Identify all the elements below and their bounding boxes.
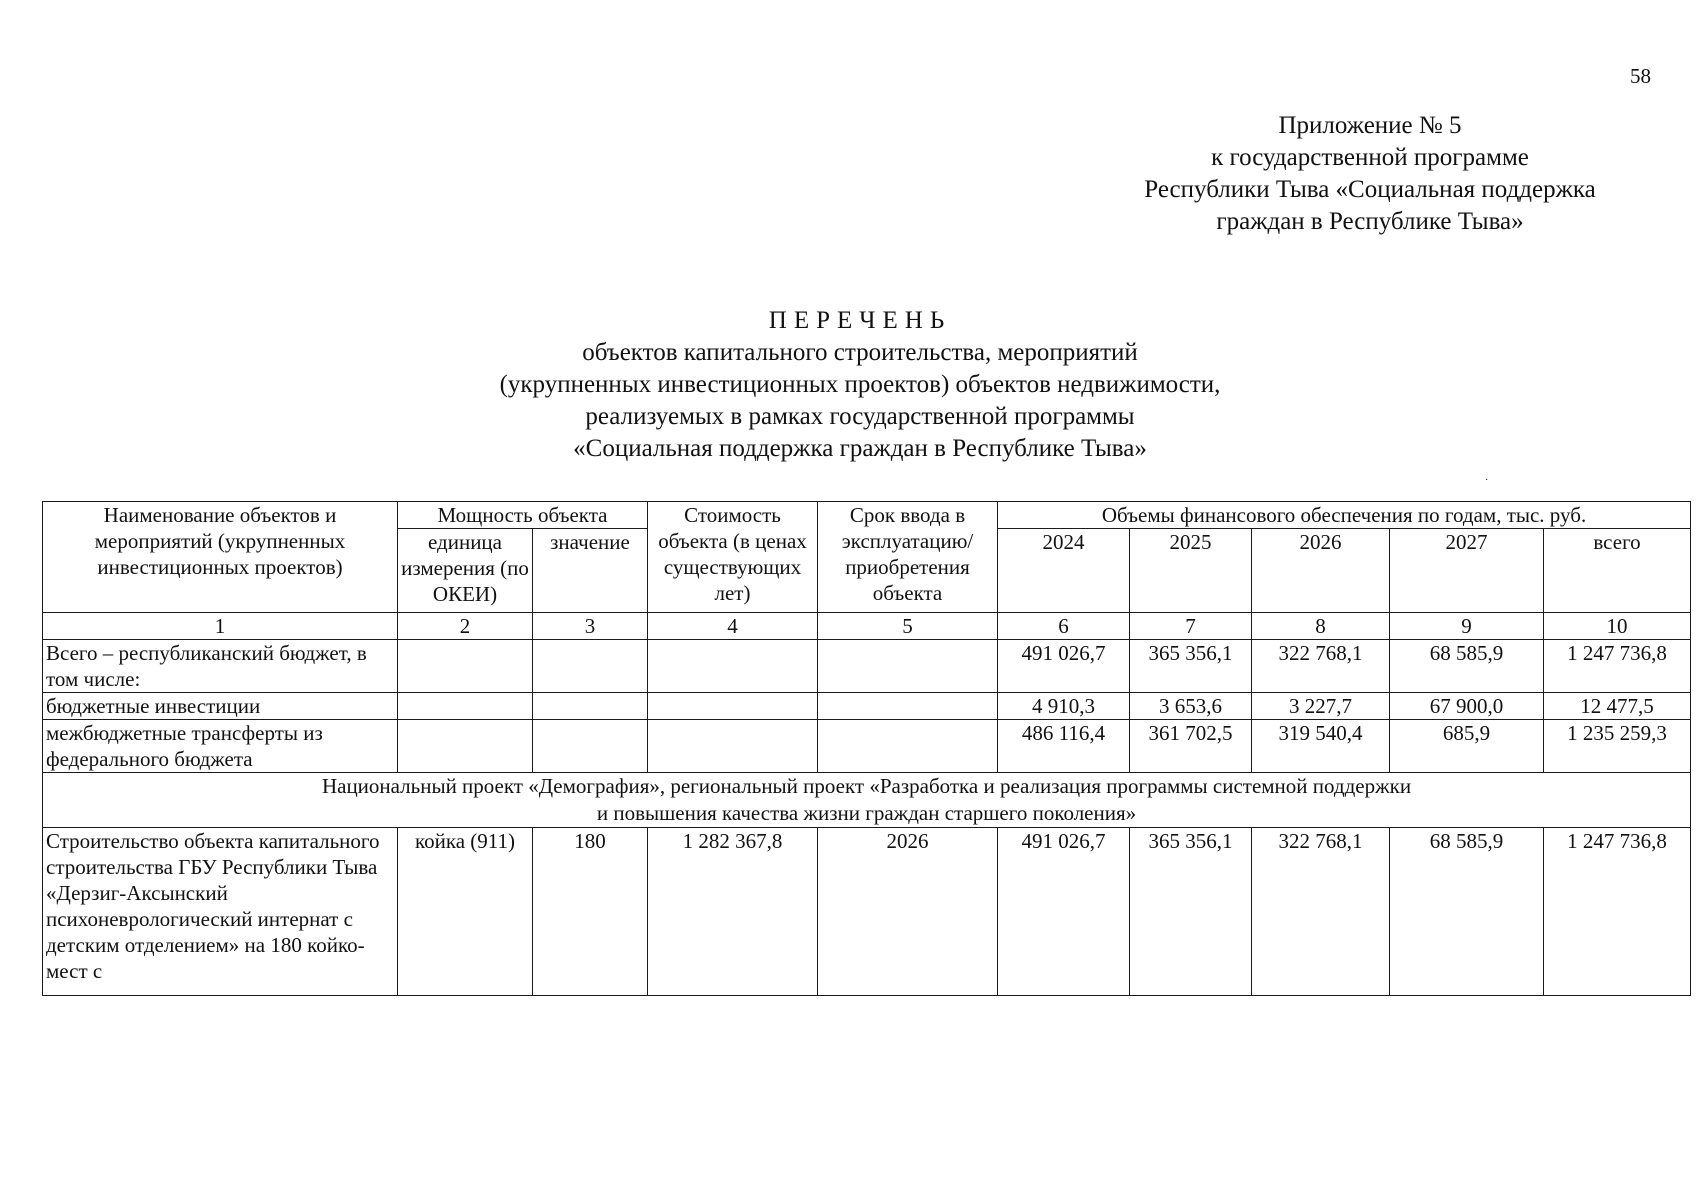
section-title-text: Национальный проект «Демография», региональный проект «Разработка и реализация программы системной поддержки и повышения качества жизни граждан старшего поколения»	[321, 774, 1412, 825]
section-title	[43, 773, 1691, 828]
empty-cell	[648, 693, 818, 720]
header-value: значение	[533, 529, 648, 613]
header-row-top	[43, 502, 1691, 529]
column-number: 3	[533, 613, 648, 640]
header-deadline: Срок ввода в эксплуатацию/ приобретения объекта	[818, 502, 998, 613]
cell-2026: 322 768,1	[1252, 640, 1390, 693]
column-number: 9	[1390, 613, 1544, 640]
header-total: всего	[1544, 529, 1691, 613]
empty-cell	[818, 640, 998, 693]
object-value: 180	[533, 828, 648, 996]
cell-2027: 68 585,9	[1390, 828, 1544, 996]
table-row-transfers	[43, 720, 1691, 773]
row-name: межбюджетные трансферты из федерального бюджета	[43, 720, 398, 773]
cell-2027: 67 900,0	[1390, 693, 1544, 720]
row-name: Всего – республиканский бюджет, в том числе:	[43, 640, 398, 693]
empty-cell	[818, 693, 998, 720]
title-heading: ПЕРЕЧЕНЬ	[768, 307, 952, 334]
header-2027: 2027	[1390, 529, 1544, 613]
cell-2025: 3 653,6	[1130, 693, 1252, 720]
header-name: Наименование объектов и мероприятий (укрупненных инвестиционных проектов)	[43, 502, 398, 613]
section-row	[43, 773, 1691, 828]
cell-2026: 319 540,4	[1252, 720, 1390, 773]
cell-2025: 361 702,5	[1130, 720, 1252, 773]
header-2024: 2024	[998, 529, 1130, 613]
object-name: Строительство объекта капитального строительства ГБУ Республики Тыва «Дерзиг-Аксынский психоневрологический интернат с детским отделением» на 180 койко-мест с	[43, 828, 398, 996]
cell-2025: 365 356,1	[1130, 640, 1252, 693]
column-number: 7	[1130, 613, 1252, 640]
cell-2027: 685,9	[1390, 720, 1544, 773]
column-number: 6	[998, 613, 1130, 640]
empty-cell	[398, 720, 533, 773]
title-line: реализуемых в рамках государственной программы	[585, 403, 1135, 430]
empty-cell	[818, 720, 998, 773]
object-deadline: 2026	[818, 828, 998, 996]
capital-construction-table	[42, 501, 1691, 996]
header-capacity: Мощность объекта	[398, 502, 648, 529]
column-number: 1	[43, 613, 398, 640]
object-cost: 1 282 367,8	[648, 828, 818, 996]
cell-2024: 4 910,3	[998, 693, 1130, 720]
header-2026: 2026	[1252, 529, 1390, 613]
empty-cell	[648, 720, 818, 773]
table-row-investments	[43, 693, 1691, 720]
header-financing: Объемы финансового обеспечения по годам, тыс. руб.	[998, 502, 1691, 529]
appendix-line: Республики Тыва «Социальная поддержка	[1144, 176, 1596, 203]
appendix-line: к государственной программе	[1211, 144, 1529, 171]
column-number-row	[43, 613, 1691, 640]
header-cost: Стоимость объекта (в ценах существующих лет)	[648, 502, 818, 613]
empty-cell	[398, 640, 533, 693]
cell-total: 1 235 259,3	[1544, 720, 1691, 773]
page-number: 58	[1630, 64, 1651, 88]
column-number: 8	[1252, 613, 1390, 640]
cell-2026: 322 768,1	[1252, 828, 1390, 996]
cell-2024: 491 026,7	[998, 640, 1130, 693]
empty-cell	[533, 720, 648, 773]
cell-total: 1 247 736,8	[1544, 828, 1691, 996]
column-number: 10	[1544, 613, 1691, 640]
appendix-reference	[1090, 110, 1650, 238]
header-2025: 2025	[1130, 529, 1252, 613]
title-line: «Социальная поддержка граждан в Республике Тыва»	[573, 435, 1147, 462]
row-name: бюджетные инвестиции	[43, 693, 398, 720]
title-line: (укрупненных инвестиционных проектов) объектов недвижимости,	[499, 371, 1221, 398]
object-unit: койка (911)	[398, 828, 533, 996]
column-number: 2	[398, 613, 533, 640]
table-row-object	[43, 828, 1691, 996]
cell-2026: 3 227,7	[1252, 693, 1390, 720]
cell-2024: 491 026,7	[998, 828, 1130, 996]
cell-2027: 68 585,9	[1390, 640, 1544, 693]
empty-cell	[398, 693, 533, 720]
document-title	[420, 305, 1300, 465]
cell-2025: 365 356,1	[1130, 828, 1252, 996]
empty-cell	[648, 640, 818, 693]
cell-2024: 486 116,4	[998, 720, 1130, 773]
appendix-line: Приложение № 5	[1278, 112, 1462, 139]
table-row-total	[43, 640, 1691, 693]
title-line: объектов капитального строительства, мероприятий	[582, 339, 1138, 366]
appendix-line: граждан в Республике Тыва»	[1216, 208, 1524, 235]
scan-speck: ·	[1485, 475, 1489, 486]
header-unit: единица измерения (по ОКЕИ)	[398, 529, 533, 613]
empty-cell	[533, 640, 648, 693]
column-number: 5	[818, 613, 998, 640]
column-number: 4	[648, 613, 818, 640]
cell-total: 1 247 736,8	[1544, 640, 1691, 693]
empty-cell	[533, 693, 648, 720]
cell-total: 12 477,5	[1544, 693, 1691, 720]
